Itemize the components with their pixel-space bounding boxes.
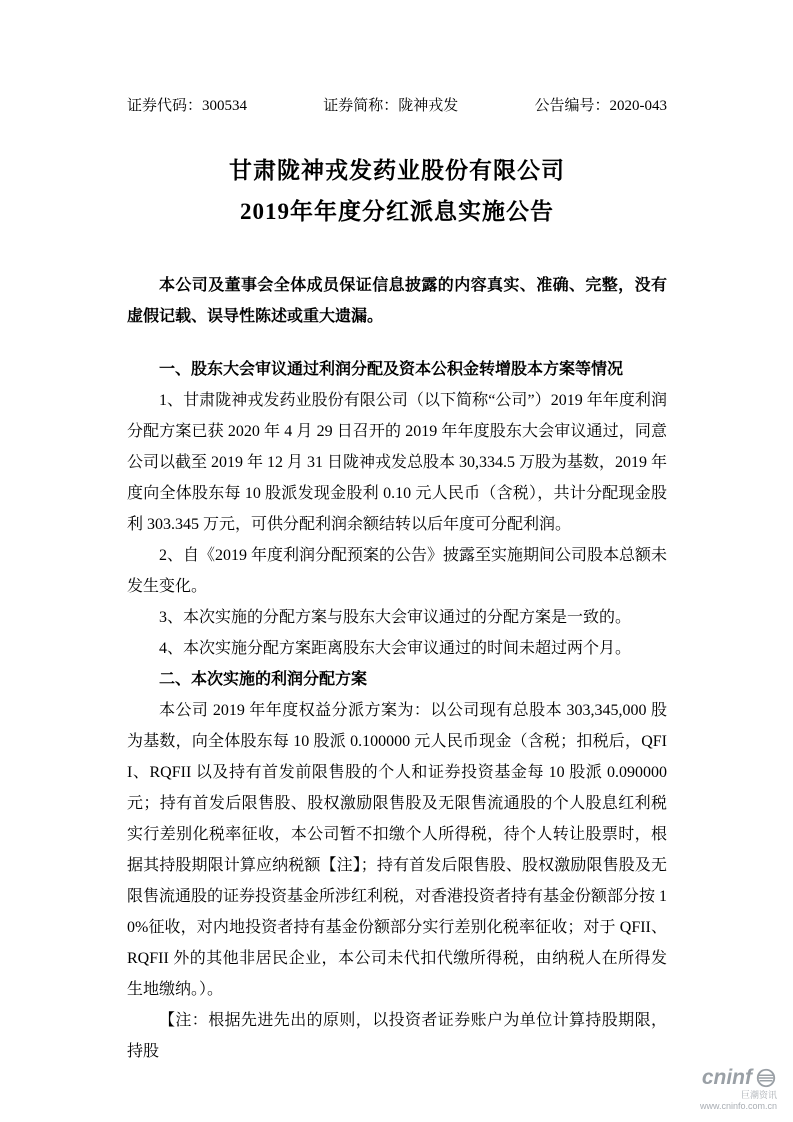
cninfo-logo-subtitle: 巨潮资讯	[740, 1090, 777, 1100]
cninfo-logo-url: www.cninfo.com.cn	[699, 1101, 777, 1111]
cninfo-logo	[700, 1066, 777, 1112]
cninfo-globe-icon	[755, 1067, 777, 1089]
cninfo-logo-row	[700, 1066, 777, 1090]
paragraph: 1、甘肃陇神戎发药业股份有限公司（以下简称“公司”）2019 年年度利润分配方案已获 2020 年 4 月 29 日召开的 2019 年年度股东大会审议通过，同意公司以截至 2019 年 12 月 31 日陇神戎发总股本 30,334.5 万股为基数，2019 年度向全体股东每 10 股派发现金股利 0.10 元人民币（含税），共计分配现金股利 303.345 万元，可供分配利润余额结转以后年度可分配利润。	[127, 392, 668, 533]
stock-code: 证券代码：300534	[127, 98, 248, 114]
document-body	[127, 354, 667, 1067]
paragraph: 本公司 2019 年年度权益分派方案为：以公司现有总股本 303,345,000 股为基数，向全体股东每 10 股派 0.100000 元人民币现金（含税；扣税后，QFII、RQFII 以及持有首发前限售股的个人和证券投资基金每 10 股派 0.090000 元；持有首发后限售股、股权激励限售股及无限售流通股的个人股息红利税实行差别化税率征收，本公司暂不扣缴个人所得税，待个人转让股票时，根据其持股期限计算应纳税额【注】；持有首发后限售股、股权激励限售股及无限售流通股的证券投资基金所涉红利税，对香港投资者持有基金份额部分按 10%征收，对内地投资者持有基金份额部分实行差别化税率征收；对于 QFII、RQFII 外的其他非居民企业，本公司未代扣代缴所得税，由纳税人在所得发生地缴纳。）。	[127, 702, 668, 998]
cninfo-logo-text: cninf	[701, 1066, 752, 1089]
announcement-number: 公告编号：2020-043	[534, 98, 667, 114]
section-heading: 一、股东大会审议通过利润分配及资本公积金转增股本方案等情况	[159, 361, 624, 378]
document-title-line2: 2019年年度分红派息实施公告	[240, 199, 554, 224]
document-title	[127, 150, 667, 232]
stock-name: 证券简称：陇神戎发	[323, 98, 459, 114]
section-heading: 二、本次实施的利润分配方案	[159, 671, 368, 688]
document-title-line1: 甘肃陇神戎发药业股份有限公司	[229, 158, 565, 183]
paragraph: 3、本次实施的分配方案与股东大会审议通过的分配方案是一致的。	[159, 609, 632, 626]
paragraph: 2、自《2019 年度利润分配预案的公告》披露至实施期间公司股本总额未发生变化。	[127, 547, 668, 595]
paragraph: 【注：根据先进先出的原则，以投资者证券账户为单位计算持股期限，持股	[127, 1012, 667, 1060]
paragraph: 4、本次实施分配方案距离股东大会审议通过的时间未超过两个月。	[159, 640, 632, 657]
doc-header	[127, 96, 667, 116]
disclaimer-text: 本公司及董事会全体成员保证信息披露的内容真实、准确、完整，没有虚假记载、误导性陈述或重大遗漏。	[127, 277, 667, 325]
